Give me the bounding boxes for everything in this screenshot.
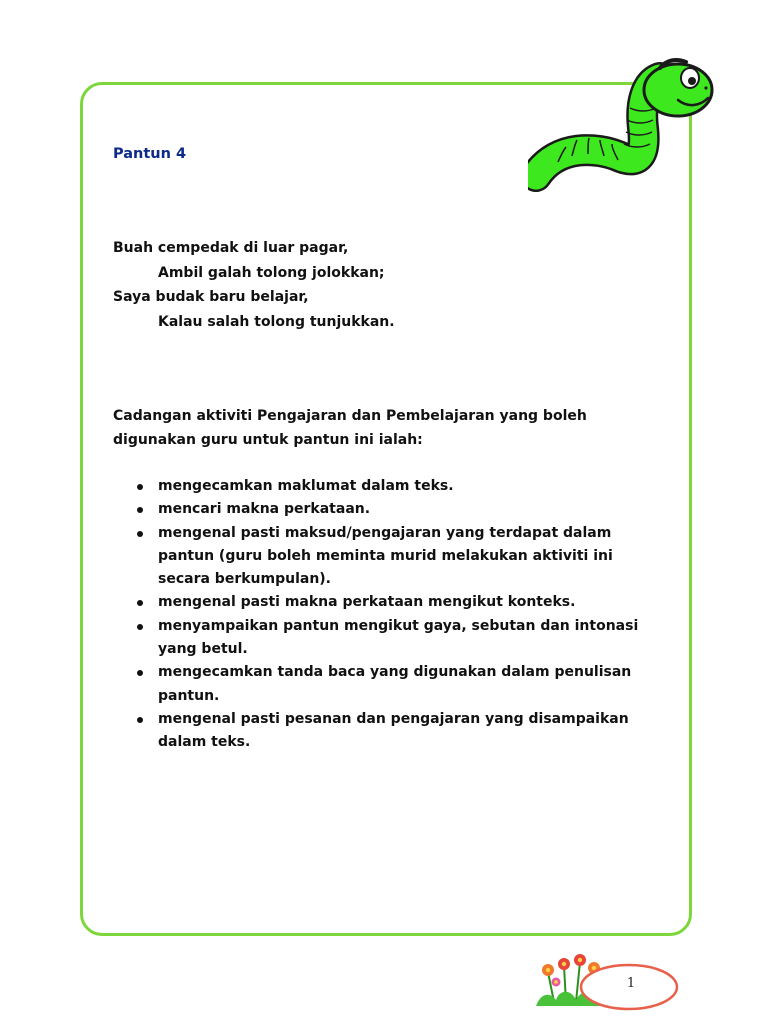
list-item-line: dalam teks. (158, 734, 251, 751)
list-item (113, 591, 653, 614)
list-item-line: mengenal pasti makna perkataan mengikut konteks. (158, 594, 576, 611)
list-item (113, 475, 653, 498)
bullet-icon (137, 484, 143, 490)
intro-line: Cadangan aktiviti Pengajaran dan Pembelajaran yang boleh (113, 408, 587, 424)
bullet-icon (137, 670, 143, 676)
list-item-line: pantun (guru boleh meminta murid melakukan aktiviti ini (158, 547, 613, 564)
page-number: 1 (626, 976, 636, 991)
bullet-icon (137, 717, 143, 723)
list-item (113, 661, 653, 708)
list-item-line: mengecamkan maklumat dalam teks. (158, 478, 454, 494)
list-item-line: mengenal pasti pesanan dan pengajaran yang disampaikan (158, 710, 629, 727)
page-title: Pantun 4 (113, 146, 187, 162)
activity-list (113, 475, 653, 755)
bullet-icon (137, 624, 143, 630)
worm-illustration (528, 48, 718, 198)
pantun-verse (113, 236, 395, 334)
pantun-line: Ambil galah tolong jolokkan; (158, 264, 385, 281)
list-item (113, 522, 653, 592)
list-item-line: menyampaikan pantun mengikut gaya, sebutan dan intonasi (158, 617, 639, 634)
list-item-line: mencari makna perkataan. (158, 501, 371, 518)
list-item (113, 498, 653, 521)
list-item-line: mengenal pasti maksud/pengajaran yang terdapat dalam (158, 524, 612, 541)
pantun-line: Buah cempedak di luar pagar, (113, 240, 349, 256)
pantun-line: Saya budak baru belajar, (113, 289, 309, 305)
list-item-line: yang betul. (158, 641, 248, 658)
intro-line: digunakan guru untuk pantun ini ialah: (113, 432, 423, 448)
list-item (113, 615, 653, 662)
list-item (113, 708, 653, 755)
bullet-icon (137, 600, 143, 606)
list-item-line: pantun. (158, 687, 220, 704)
list-item-line: secara berkumpulan). (158, 571, 332, 588)
list-item-line: mengecamkan tanda baca yang digunakan dalam penulisan (158, 664, 632, 681)
activity-intro (113, 404, 633, 452)
pantun-line: Kalau salah tolong tunjukkan. (158, 313, 395, 330)
bullet-icon (137, 531, 143, 537)
bullet-icon (137, 507, 143, 513)
